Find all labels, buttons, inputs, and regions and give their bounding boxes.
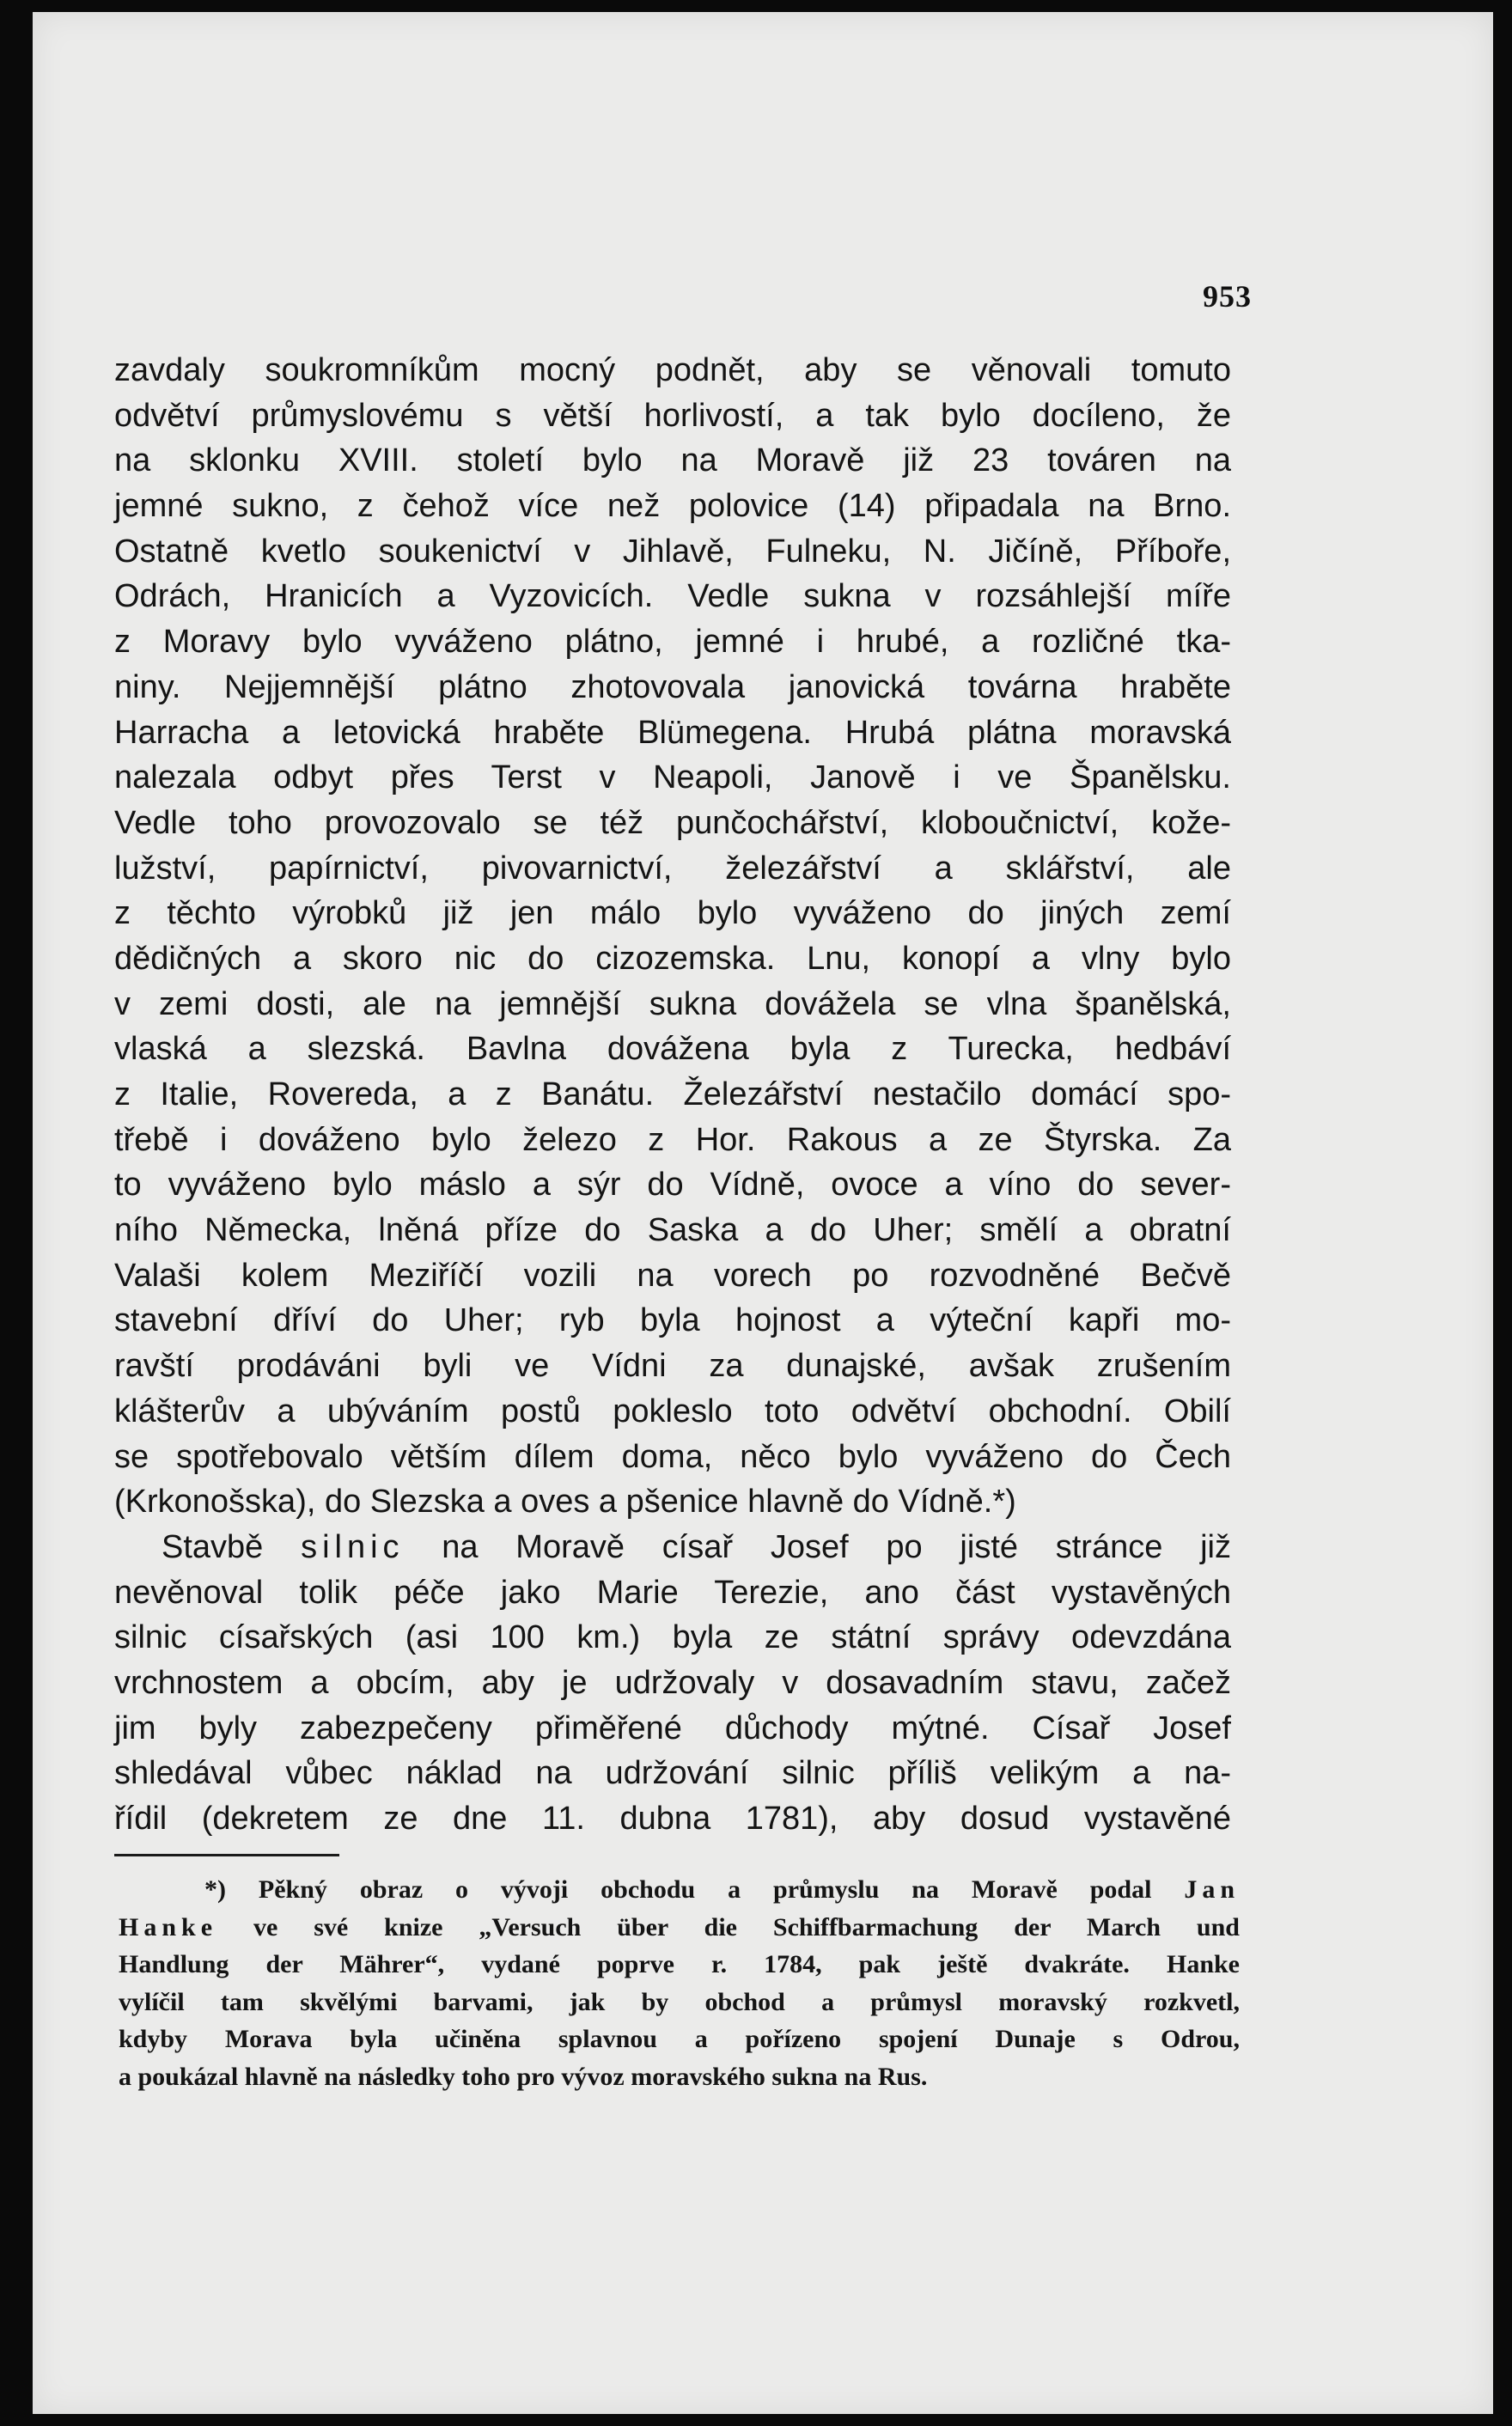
footnote-author-last: Hanke bbox=[119, 1912, 218, 1941]
page-number: 953 bbox=[1203, 279, 1252, 314]
footnote-line: Handlung der Mährer“, vydané poprve r. 1784, pak ještě dvakráte. Hanke bbox=[119, 1950, 1240, 1978]
text-line: lužství, papírnictví, pivovarnictví, železářství a sklářství, ale bbox=[114, 850, 1231, 887]
text-line: se spotřebovalo větším dílem doma, něco bylo vyváženo do Čech bbox=[114, 1438, 1231, 1475]
text-line: v zemi dosti, ale na jemnější sukna dovážela se vlna španělská, bbox=[114, 985, 1231, 1022]
paragraph-first-line-rest: na Moravě císař Josef po jisté stránce již bbox=[404, 1528, 1231, 1565]
text-line: nevěnoval tolik péče jako Marie Terezie, ano část vystavěných bbox=[114, 1574, 1231, 1611]
spaced-word: silnic bbox=[301, 1528, 405, 1565]
footnote-text: Pěkný obraz o vývoji obchodu a průmyslu na Moravě podal bbox=[258, 1875, 1152, 1904]
text-line: ního Německa, lněná příze do Saska a do Uher; smělí a obratní bbox=[114, 1212, 1231, 1249]
footnote-line: a poukázal hlavně na následky toho pro vývoz moravského sukna na Rus. bbox=[119, 2062, 928, 2091]
text-line: stavební dříví do Uher; ryb byla hojnost a výteční kapři mo- bbox=[114, 1302, 1231, 1339]
text-line: z Moravy bylo vyváženo plátno, jemné i hrubé, a rozličné tka- bbox=[114, 624, 1231, 661]
text-line: z těchto výrobků již jen málo bylo vyváženo do jiných zemí bbox=[114, 895, 1231, 932]
paragraph-first-line bbox=[114, 1525, 1231, 1570]
footnote-line: kdyby Morava byla učiněna splavnou a pořízeno spojení Dunaje s Odrou, bbox=[119, 2025, 1240, 2053]
footnote-divider bbox=[114, 1854, 339, 1856]
text-line: shledával vůbec náklad na udržování silnic příliš velikým a na- bbox=[114, 1755, 1231, 1792]
text-line: to vyváženo bylo máslo a sýr do Vídně, ovoce a víno do sever- bbox=[114, 1167, 1231, 1204]
text-line: ravští prodáváni byli ve Vídni za dunajské, avšak zrušením bbox=[114, 1348, 1231, 1385]
text-line: (Krkonošska), do Slezska a oves a pšenice hlavně do Vídně.*) bbox=[114, 1484, 1016, 1521]
text-line: zavdaly soukromníkům mocný podnět, aby se věnovali tomuto bbox=[114, 352, 1231, 388]
footnote-line: vylíčil tam skvělými barvami, jak by obchod a průmysl moravský rozkvetl, bbox=[119, 1987, 1240, 2016]
footnote-text: ve své knize „Versuch über die Schiffbarmachung der March und bbox=[253, 1912, 1240, 1941]
text-line: vrchnostem a obcím, aby je udržovaly v dosavadním stavu, začež bbox=[114, 1664, 1231, 1701]
text-line: Odrách, Hranicích a Vyzovicích. Vedle sukna v rozsáhlejší míře bbox=[114, 578, 1231, 615]
text-line: Ostatně kvetlo soukenictví v Jihlavě, Fulneku, N. Jičíně, Příboře, bbox=[114, 533, 1231, 570]
text-line: odvětví průmyslovému s větší horlivostí, a tak bylo docíleno, že bbox=[114, 397, 1231, 434]
footnote-marker: *) bbox=[204, 1875, 226, 1904]
text-line: niny. Nejjemnější plátno zhotovovala janovická továrna hraběte bbox=[114, 668, 1231, 705]
text-line: Vedle toho provozovalo se též punčochářství, kloboučnictví, kože- bbox=[114, 804, 1231, 841]
footnote-line bbox=[119, 1871, 1240, 1909]
text-line: klášterův a ubýváním postů pokleslo toto odvětví obchodní. Obilí bbox=[114, 1393, 1231, 1429]
text-line: z Italie, Rovereda, a z Banátu. Železářství nestačilo domácí spo- bbox=[114, 1076, 1231, 1112]
footnote-author-first: Jan bbox=[1184, 1875, 1241, 1904]
text-line: nalezala odbyt přes Terst v Neapoli, Janově i ve Španělsku. bbox=[114, 759, 1231, 796]
text-line: Valaši kolem Meziříčí vozili na vorech po rozvodněné Bečvě bbox=[114, 1257, 1231, 1294]
text-line: jemné sukno, z čehož více než polovice (14) připadala na Brno. bbox=[114, 488, 1231, 525]
main-text bbox=[114, 348, 1231, 1842]
text-line: řídil (dekretem ze dne 11. dubna 1781), aby dosud vystavěné bbox=[114, 1801, 1231, 1837]
text-line: Harracha a letovická hraběte Blümegena. Hrubá plátna moravská bbox=[114, 714, 1231, 751]
footnote-line bbox=[119, 1909, 1240, 1947]
paragraph-prefix: Stavbě bbox=[162, 1528, 302, 1565]
text-line: silnic císařských (asi 100 km.) byla ze státní správy odevzdána bbox=[114, 1619, 1231, 1656]
text-line: dědičných a skoro nic do cizozemska. Lnu, konopí a vlny bylo bbox=[114, 940, 1231, 977]
text-line: třebě i dováženo bylo železo z Hor. Rakous a ze Štyrska. Za bbox=[114, 1121, 1231, 1158]
text-line: na sklonku XVIII. století bylo na Moravě již 23 továren na bbox=[114, 442, 1231, 479]
text-line: vlaská a slezská. Bavlna dovážena byla z Turecka, hedbáví bbox=[114, 1031, 1231, 1068]
text-line: jim byly zabezpečeny přiměřené důchody mýtné. Císař Josef bbox=[114, 1710, 1231, 1746]
